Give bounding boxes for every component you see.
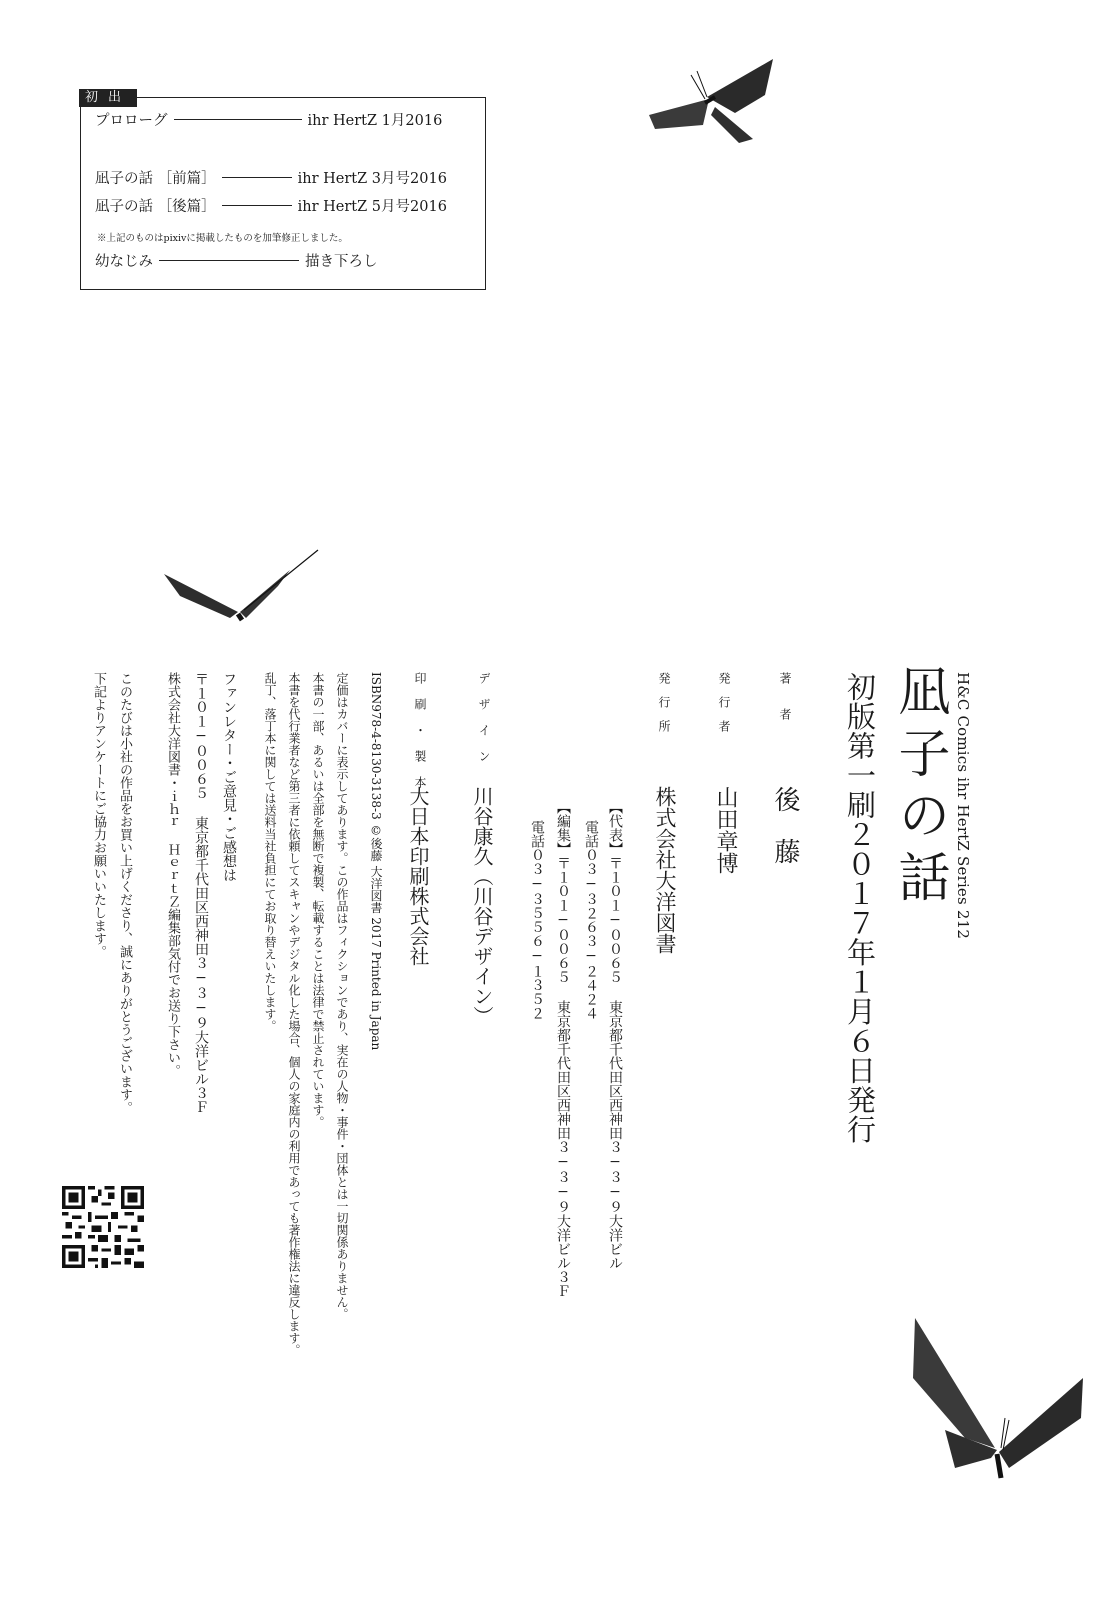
notice-line: 定価はカバーに表示してあります。この作品はフィクションであり、実在の人物・事件・団体とは一切関係ありません。 <box>335 672 349 1320</box>
butterfly-icon <box>905 1318 1085 1483</box>
publisher-name: 株式会社大洋図書 <box>653 786 677 954</box>
print-label: 印 刷 ・ 製 本 <box>413 672 427 788</box>
author-label: 著 者 <box>778 672 792 720</box>
rep-phone: 電話０３−３２６３−２４２４ <box>583 820 599 1020</box>
row-title: 凪子の話 ［前篇］ <box>95 171 216 187</box>
leader-line <box>222 177 292 178</box>
design-credit: 川谷康久（川谷デザイン） <box>470 786 494 1026</box>
rep-address: 【代表】〒１０１−００６５ 東京都千代田区西神田３−３−９大洋ビル <box>607 800 623 1270</box>
row-title: 凪子の話 ［後篇］ <box>95 199 216 215</box>
publisher-label: 発 行 所 <box>657 672 671 732</box>
butterfly-icon <box>645 55 775 145</box>
leader-line <box>222 205 292 206</box>
row-source: ihr HertZ 3月号2016 <box>297 171 447 187</box>
publisher-person: 山田章博 <box>713 786 738 874</box>
printer-name: 大日本印刷株式会社 <box>406 786 430 966</box>
row-title: プロローグ <box>95 113 168 129</box>
notice-line: 乱丁、落丁本に関しては送料当社負担にてお取り替えいたします。 <box>263 672 277 1032</box>
row-source: 描き下ろし <box>305 254 378 270</box>
series-line: H&C Comics ihr HertZ Series 212 <box>954 672 972 940</box>
edit-address: 【編集】〒１０１−００６５ 東京都千代田区西神田３−３−９大洋ビル３Ｆ <box>555 800 571 1298</box>
author-name: 後 藤 <box>770 786 800 864</box>
edition-date: 初版第一刷２０１７年１月６日発行 <box>843 672 877 1144</box>
notice-line: 本書を代行業者など第三者に依頼してスキャンやデジタル化した場合、個人の家庭内の利用であっても著作権法に違反します。 <box>287 672 301 1356</box>
first-appearance-row <box>95 195 475 216</box>
design-label: デ ザ イ ン <box>477 672 491 762</box>
book-title: 凪子の話 <box>889 664 949 912</box>
fanletter-address: 〒１０１−００６５ 東京都千代田区西神田３−３−９大洋ビル３Ｆ <box>193 672 209 1114</box>
first-appearance-row <box>95 167 475 188</box>
first-appearance-box <box>80 90 486 290</box>
first-appearance-row <box>95 250 475 271</box>
first-appearance-row <box>95 109 475 130</box>
row-title: 幼なじみ <box>95 254 153 270</box>
row-source: ihr HertZ 1月2016 <box>307 113 443 129</box>
fanletter-line: ファンレター・ご意見・ご感想は <box>221 672 237 882</box>
row-source: ihr HertZ 5月号2016 <box>297 199 447 215</box>
leader-line <box>174 119 302 120</box>
notice-line: 本書の一部、あるいは全部を無断で複製、転載することは法律で禁止されています。 <box>311 672 325 1128</box>
first-appearance-note: ※上記のものはpixivに掲載したものを加筆修正しました。 <box>97 233 348 244</box>
thanks-line: 下記よりアンケートにご協力お願いいたします。 <box>91 672 106 958</box>
leader-line <box>159 260 299 261</box>
butterfly-icon <box>160 548 320 628</box>
first-appearance-label: 初出 <box>79 89 137 107</box>
thanks-line: このたびは小社の作品をお買い上げくださり、誠にありがとうございます。 <box>117 672 132 1114</box>
isbn-line: ISBN978-4-8130-3138-3 ©後藤 大洋図書 2017 Printed in Japan <box>369 672 383 1051</box>
fanletter-recipient: 株式会社大洋図書・ｉｈｒ ＨｅｒｔＺ編集部気付でお送り下さい。 <box>165 672 180 1077</box>
publisher-person-label: 発 行 者 <box>717 672 731 732</box>
qr-code-icon[interactable] <box>62 1186 144 1268</box>
edit-phone: 電話０３−３５５６−１３５２ <box>529 820 545 1020</box>
